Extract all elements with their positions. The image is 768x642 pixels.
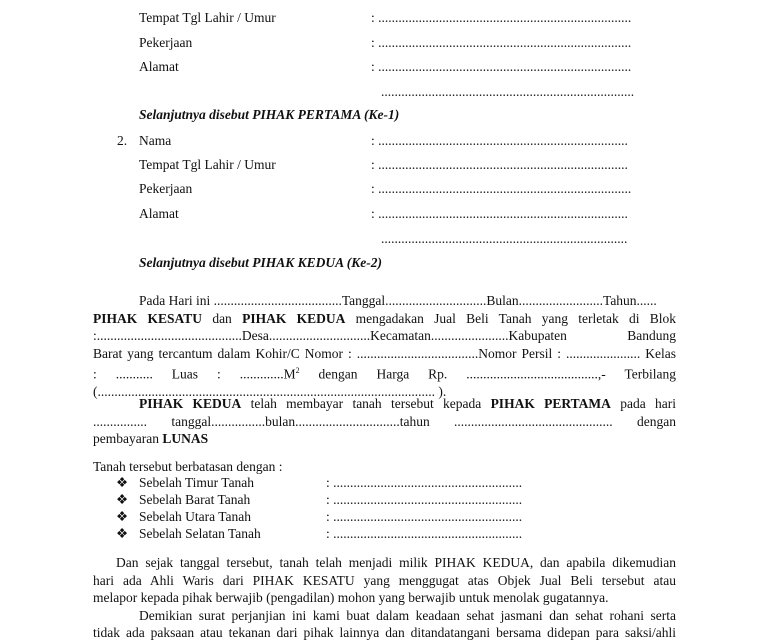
party1-designation: Selanjutnya disebut PIHAK PERTAMA (Ke-1)	[139, 107, 400, 122]
party2-number: 2.	[117, 133, 128, 148]
payment-rest: pada hari	[610, 396, 676, 411]
payment-paragraph	[93, 395, 676, 448]
party2-name-label: Nama	[139, 133, 172, 148]
boundary-south-value: : ........................................................	[326, 526, 523, 541]
closing-line-2: hari ada Ahli Waris dari PIHAK KESATU yang menggugat atas Objek Jual Beli tersebut atau	[93, 572, 676, 588]
party2-birth-value: : ..........................................................................	[371, 157, 628, 172]
agreement-line-6: (.................................................................................................... ).	[93, 384, 447, 400]
bullet-diamond-icon: ❖	[116, 492, 129, 507]
party1-birth-value: : ...........................................................................	[371, 10, 632, 25]
party1-address-label: Alamat	[139, 59, 179, 74]
party2-address-extra: .........................................................................	[381, 231, 628, 246]
boundary-north-label: Sebelah Utara Tanah	[139, 509, 252, 524]
party2-ref: PIHAK KEDUA	[242, 310, 346, 326]
agreement-line-5	[93, 362, 676, 383]
area-text: : ........... Luas : .............M	[93, 366, 296, 382]
closing-paragraph	[93, 554, 676, 642]
agreement-line-4: Barat yang tercantum dalam Kohir/C Nomor : ....................................Nomor Persil : ...................... Kelas	[93, 345, 676, 361]
agreement-paragraph	[93, 292, 676, 401]
payer-ref: PIHAK KEDUA	[139, 396, 242, 411]
boundary-east-value: : ........................................................	[326, 475, 523, 490]
boundaries-intro: Tanah tersebut berbatasan dengan :	[93, 459, 283, 474]
agreement-line-1: Pada Hari ini ......................................Tanggal..............................Bulan.........................Tahun......	[139, 293, 657, 308]
payment-prefix: pembayaran	[93, 431, 163, 447]
conjunction: dan	[202, 310, 243, 326]
boundary-south-label: Sebelah Selatan Tanah	[139, 526, 261, 541]
agreement-line-2-rest: mengadakan Jual Beli Tanah yang terletak di Blok	[345, 310, 676, 326]
closing-line-1: Dan sejak tanggal tersebut, tanah telah menjadi milik PIHAK KEDUA, dan apabila dikemudian	[116, 555, 676, 570]
party2-birth-label: Tempat Tgl Lahir / Umur	[139, 157, 276, 172]
payment-mid: telah membayar tanah tersebut kepada	[241, 396, 491, 411]
party2-address-label: Alamat	[139, 206, 179, 221]
payment-status: LUNAS	[162, 431, 209, 447]
closing-line-5: tidak ada paksaan atau tekanan dari pihak lainnya dan ditandatangani bersama didepan para saksi/ahli	[93, 625, 676, 641]
payment-line-1	[93, 395, 676, 413]
boundary-north-value: : ........................................................	[326, 509, 523, 524]
bullet-diamond-icon: ❖	[116, 509, 129, 524]
party1-ref: PIHAK KESATU	[93, 310, 203, 326]
boundary-west-label: Sebelah Barat Tanah	[139, 492, 251, 507]
payment-line-3	[93, 430, 676, 448]
price-text: dengan Harga Rp. .......................................,- Terbilang	[299, 366, 676, 382]
party1-job-value: : ...........................................................................	[371, 35, 632, 50]
agreement-line-2	[93, 310, 676, 328]
party1-job-label: Pekerjaan	[139, 35, 193, 50]
party1-address-value: : ...........................................................................	[371, 59, 632, 74]
closing-line-4: Demikian surat perjanjian ini kami buat dalam keadaan sehat jasmani dan sehat rohani serta	[139, 607, 676, 623]
party2-job-label: Pekerjaan	[139, 181, 193, 196]
agreement-line-3: :...........................................Desa..............................Kecamatan.......................Kabupaten Bandung	[93, 328, 676, 344]
payee-ref: PIHAK PERTAMA	[490, 396, 611, 411]
party2-name-value: : ..........................................................................	[371, 133, 628, 148]
bullet-diamond-icon: ❖	[116, 475, 129, 490]
boundary-east-label: Sebelah Timur Tanah	[139, 475, 255, 490]
boundary-west-value: : ........................................................	[326, 492, 523, 507]
area-unit-sup: 2	[295, 366, 300, 376]
party2-address-value: : ..........................................................................	[371, 206, 628, 221]
party2-job-value: : ...........................................................................	[371, 181, 632, 196]
party1-address-extra: ...........................................................................	[381, 84, 635, 99]
payment-line-2: ................ tanggal................bulan...............................tahun ............................................... dengan	[93, 413, 676, 429]
closing-line-3: melapor kepada pihak berwajib (pengadilan) mohon yang berwajib untuk menolak gugatannya.	[93, 590, 609, 606]
bullet-diamond-icon: ❖	[116, 526, 129, 541]
party1-birth-label: Tempat Tgl Lahir / Umur	[139, 10, 276, 25]
party2-designation: Selanjutnya disebut PIHAK KEDUA (Ke-2)	[139, 255, 383, 270]
